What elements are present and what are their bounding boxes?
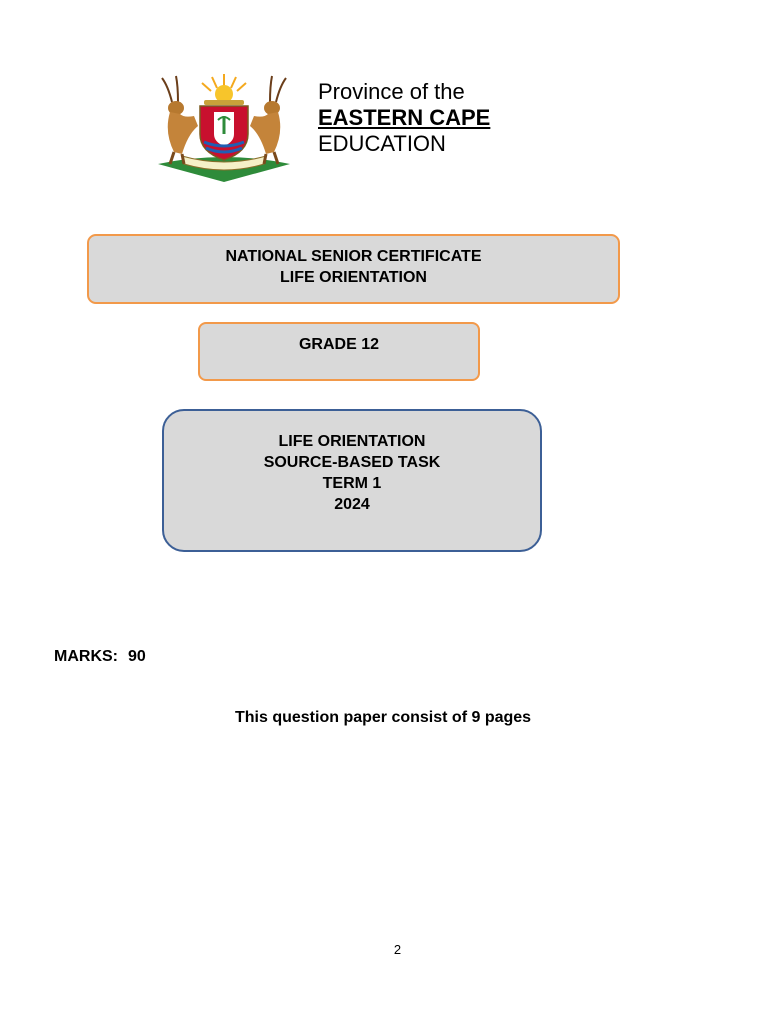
grade-box bbox=[198, 322, 480, 381]
task-type: SOURCE-BASED TASK bbox=[263, 454, 441, 471]
page-number: 2 bbox=[393, 942, 402, 957]
page-count-note: This question paper consist of 9 pages bbox=[235, 709, 532, 726]
task-subject: LIFE ORIENTATION bbox=[278, 433, 426, 450]
task-box bbox=[162, 409, 542, 552]
department-heading bbox=[318, 79, 490, 157]
certificate-title: NATIONAL SENIOR CERTIFICATE bbox=[225, 248, 482, 265]
marks-line bbox=[54, 648, 146, 666]
certificate-box bbox=[87, 234, 620, 304]
grade-label: GRADE 12 bbox=[298, 336, 380, 353]
subject-title: LIFE ORIENTATION bbox=[280, 269, 427, 286]
coat-of-arms-logo bbox=[154, 72, 294, 184]
marks-label: MARKS: bbox=[54, 648, 118, 665]
province-name: EASTERN CAPE bbox=[318, 105, 491, 130]
marks-value: 90 bbox=[128, 648, 146, 665]
province-line: Province of the bbox=[318, 79, 465, 104]
task-term: TERM 1 bbox=[322, 475, 382, 492]
department-name: EDUCATION bbox=[318, 131, 446, 156]
task-year: 2024 bbox=[334, 496, 370, 513]
